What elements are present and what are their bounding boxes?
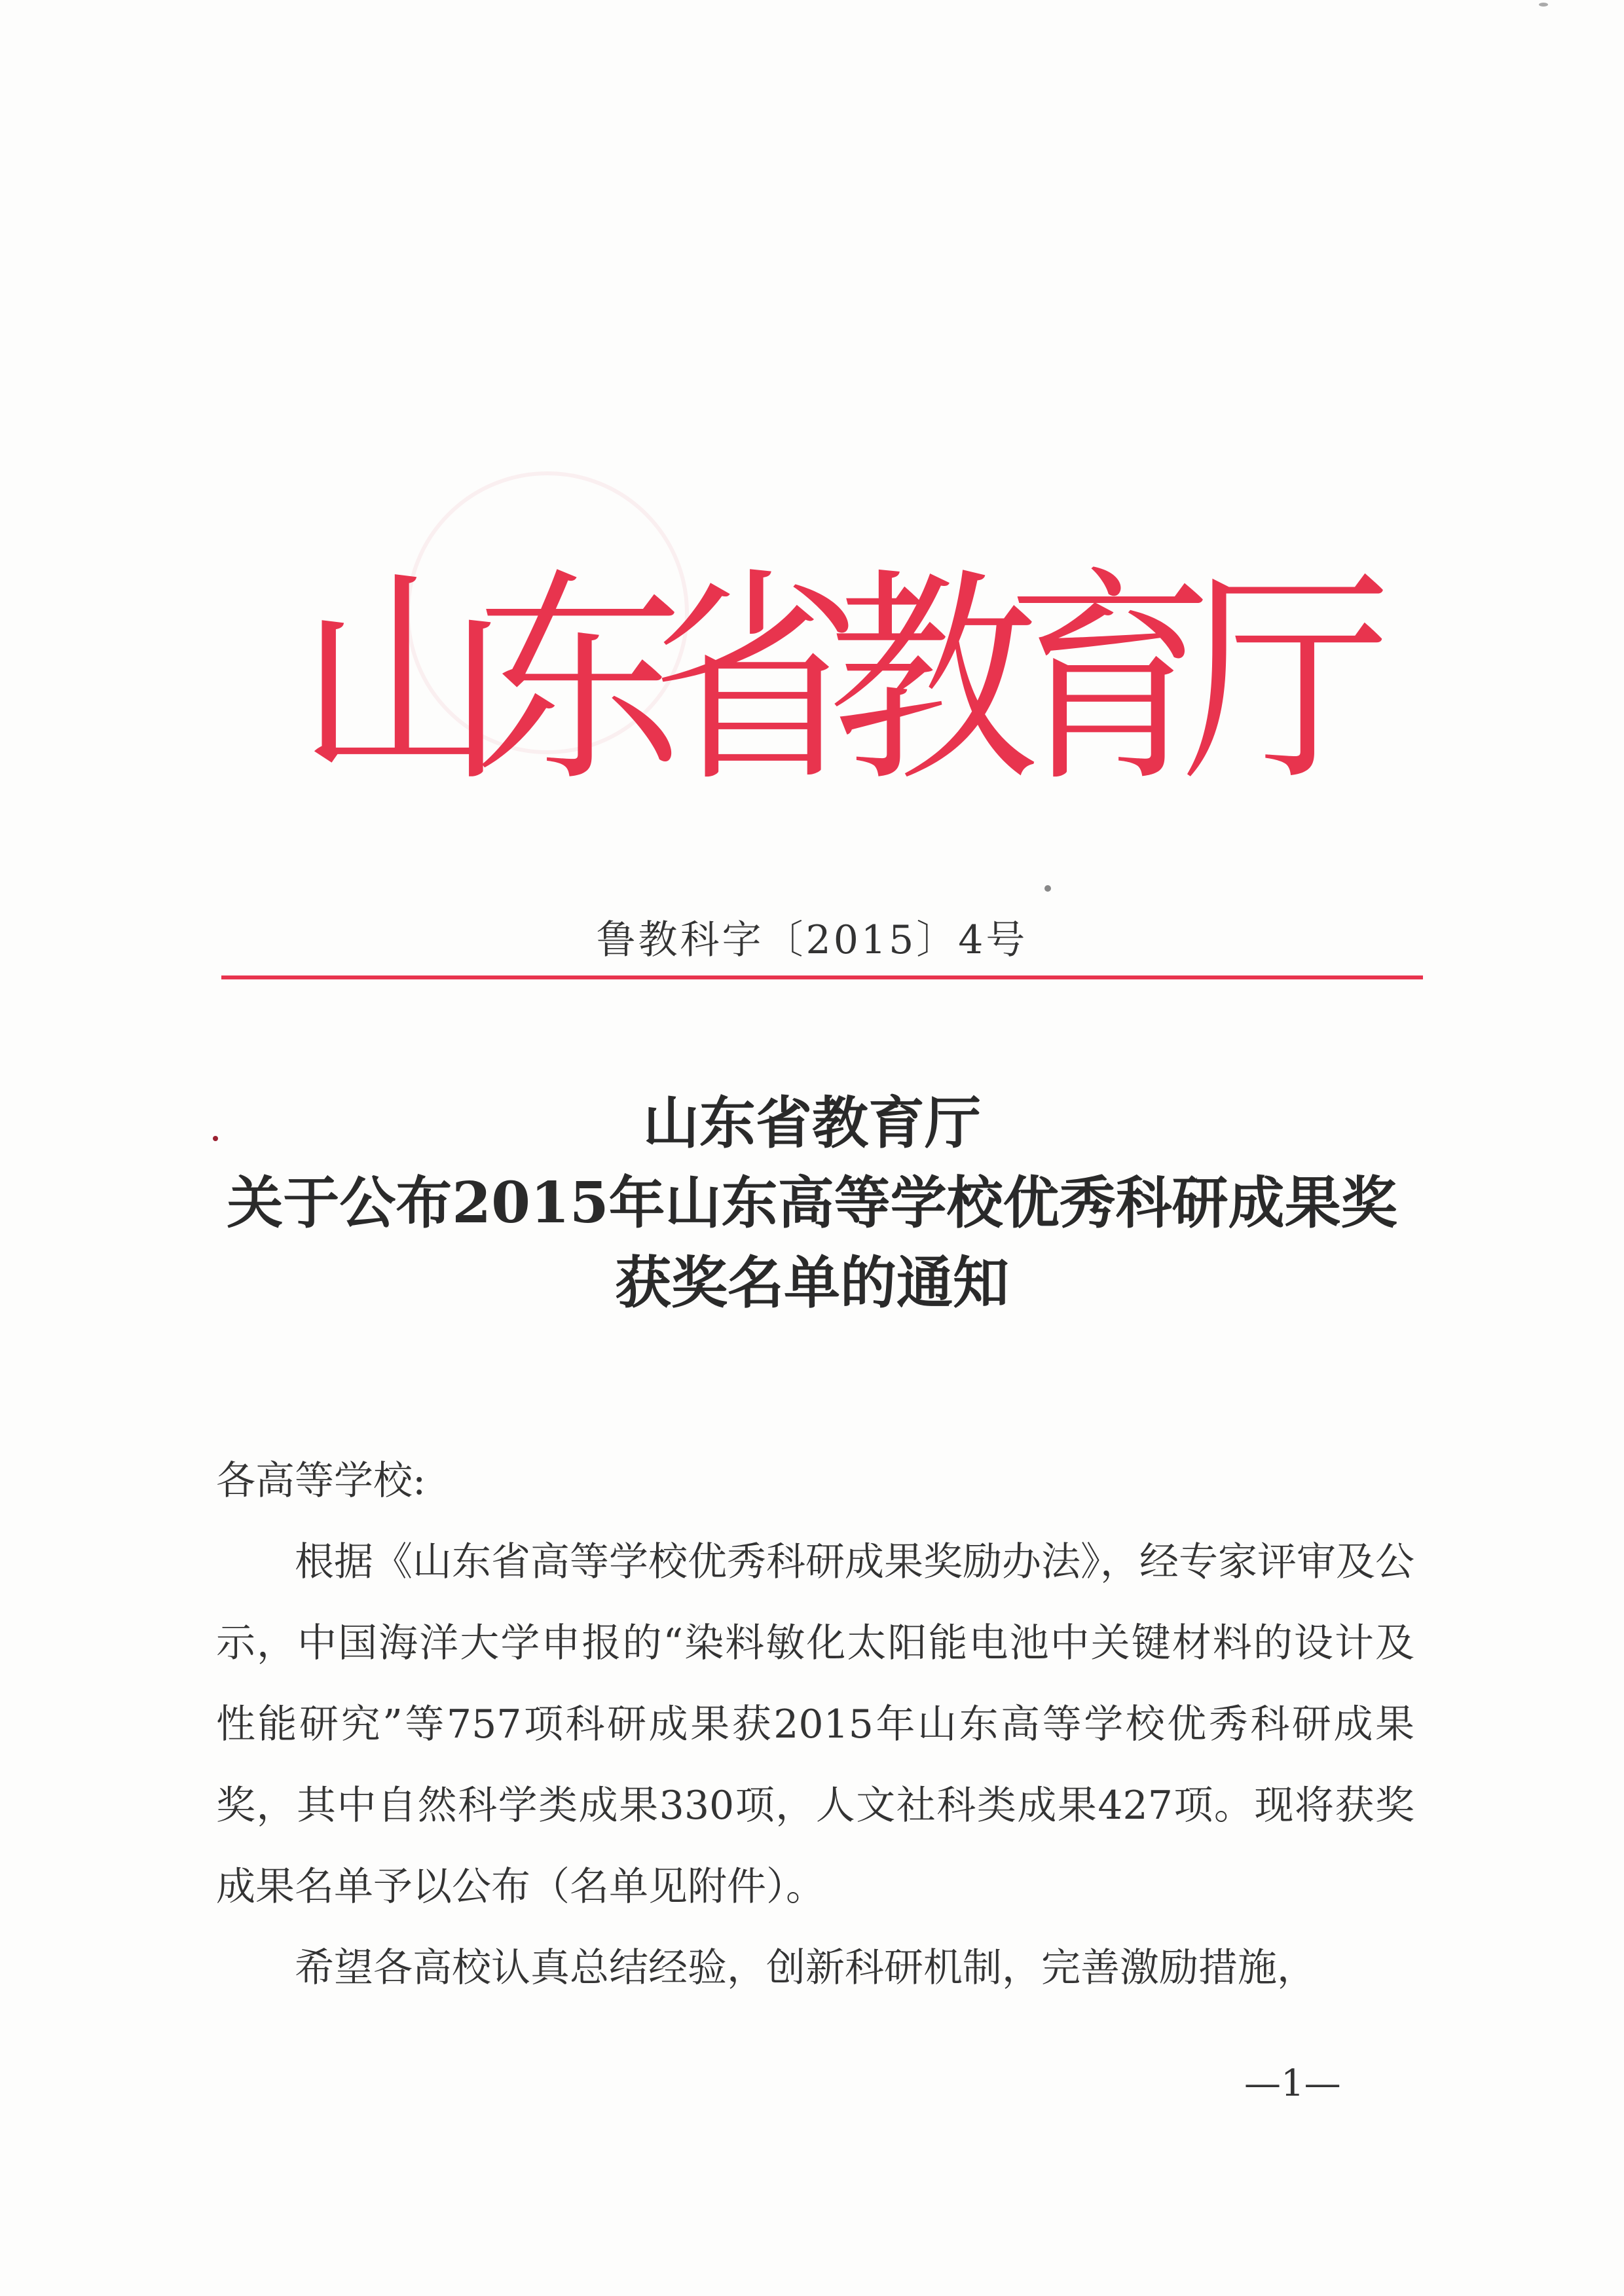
notice-title-line-3: 获奖名单的通知: [615, 1250, 1009, 1316]
header-char-3: 省: [652, 549, 861, 812]
header-char-4: 教: [828, 549, 1038, 812]
notice-title: [0, 1084, 1624, 1323]
notice-title-line-2: 关于公布2015年山东高等学校优秀科研成果奖: [227, 1170, 1397, 1236]
red-divider-line: [221, 975, 1423, 979]
notice-body: [216, 1440, 1414, 2009]
body-paragraph-1: 根据《山东省高等学校优秀科研成果奖励办法》，经专家评审及公示，中国海洋大学申报的“染料敏化太阳能电池中关键材料的设计及性能研究”等757项科研成果获2015年山东高等学校优秀科研成果奖，其中自然科学类成果330项，人文社科类成果427项。现将获奖成果名单予以公布（名单见附件）。: [216, 1539, 1414, 1910]
notice-title-line-1: 山东省教育厅: [643, 1090, 981, 1156]
document-number: 鲁教科字〔2015〕4号: [596, 917, 1028, 963]
issuing-authority-header: [298, 549, 1392, 812]
header-char-2: 东: [475, 549, 684, 812]
scan-speck: [1044, 885, 1051, 892]
header-char-5: 育: [1005, 549, 1215, 812]
salutation: 各高等学校:: [216, 1458, 426, 1504]
page-number: —1—: [1244, 2062, 1341, 2105]
scan-speck: [213, 1136, 218, 1141]
header-char-1: 山: [298, 549, 507, 812]
body-paragraph-2: 希望各高校认真总结经验，创新科研机制，完善激励措施，: [295, 1945, 1316, 1991]
scan-speck: [1539, 3, 1548, 7]
header-char-6: 厅: [1182, 549, 1392, 812]
